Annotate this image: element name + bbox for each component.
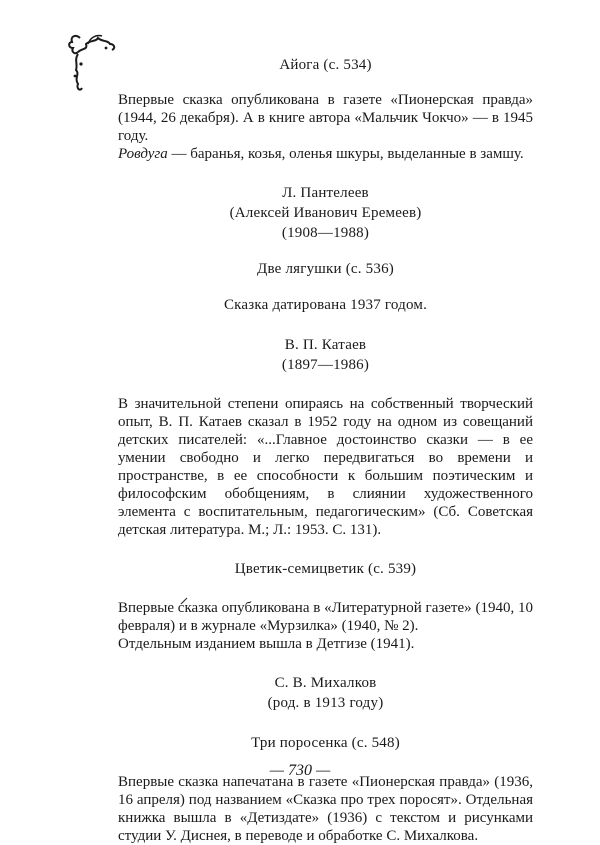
panteleev-work-title: Две лягушки (с. 536) <box>257 261 394 277</box>
aioga-publication-note: Впервые сказка опубликована в газете «Пионерская правда» (1944, 26 декабря). А в книге автора «Мальчик Чокчо» — в 1945 году. <box>118 92 533 144</box>
glossary-term: Ровдуга <box>118 146 168 162</box>
kataev-work-title: Цветик-семицветик (с. 539) <box>234 561 417 577</box>
kataev-author-name: В. П. Катаев <box>284 337 367 353</box>
holly-ornament-icon <box>66 30 118 94</box>
kataev-edition-note: Отдельным изданием вышла в Детгизе (1941). <box>118 636 415 652</box>
panteleev-real-name: (Алексей Иванович Еремеев) <box>229 205 422 221</box>
glossary-definition: — баранья, козья, оленья шкуры, выделанные в замшу. <box>167 146 524 162</box>
panteleev-dating-note: Сказка датирована 1937 годом. <box>223 297 428 313</box>
aioga-glossary-note <box>118 145 533 163</box>
page-number: — 730 — <box>269 762 331 779</box>
panteleev-author-name: Л. Пантелеев <box>282 185 369 201</box>
aioga-heading: Айога (с. 534) <box>279 57 372 73</box>
kataev-years: (1897—1986) <box>281 357 370 373</box>
mikhalkov-author-name: С. В. Михалков <box>274 675 377 691</box>
mikhalkov-work-title: Три поросенка (с. 548) <box>251 735 400 751</box>
notes-page <box>118 55 533 845</box>
kataev-publication-note: Впервые сказка опубликована в «Литературной газете» (1940, 10 февраля) и в журнале «Мурзилка» (1940, № 2). <box>118 600 533 634</box>
kataev-quote-paragraph: В значительной степени опираясь на собственный творческий опыт, В. П. Катаев сказал в 1952 году на одном из совещаний детских писателей: «...Главное достоинство сказки — в ее умении свободно и легко передвигаться во времени и пространстве, в ее способности к большим поэтическим и философским обобщениям, в слиянии художественного элемента с воспитательным, педагогическим» (Сб. Советская детская литература. М.; Л.: 1953. С. 131). <box>118 396 533 538</box>
mikhalkov-years: (род. в 1913 году) <box>267 695 384 711</box>
panteleev-years: (1908—1988) <box>281 225 370 241</box>
mikhalkov-publication-note: Впервые сказка напечатана в газете «Пионерская правда» (1936, 16 апреля) под названием «Сказка про трех поросят». Отдельная книжка вышла в «Детиздате» (1936) с текстом и рисунками студии У. Диснея, в переводе и обработке С. Михалкова. <box>118 774 533 844</box>
